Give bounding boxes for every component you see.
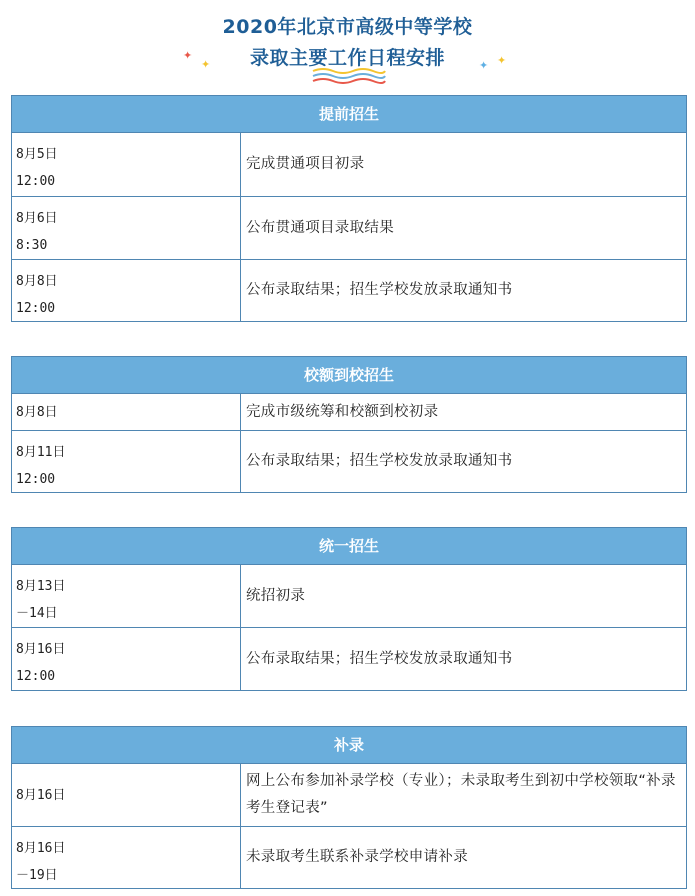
sparkle-icon: ✦ bbox=[201, 58, 211, 71]
section-supplementary-admission bbox=[11, 726, 687, 889]
page-title-line2: 录取主要工作日程安排 bbox=[249, 47, 445, 69]
page-title-line1: 2020年北京市高级中等学校 bbox=[222, 16, 473, 38]
event-cell: 公布录取结果；招生学校发放录取通知书 bbox=[246, 282, 513, 298]
section-title: 统一招生 bbox=[12, 528, 686, 565]
table-row bbox=[12, 133, 686, 196]
event-cell: 公布录取结果；招生学校发放录取通知书 bbox=[246, 453, 513, 469]
date-cell: 8月16日 －19日 bbox=[12, 827, 241, 888]
table-row bbox=[12, 196, 686, 259]
event-cell: 未录取考生联系补录学校申请补录 bbox=[246, 849, 468, 865]
table-row bbox=[12, 826, 686, 888]
date-cell: 8月8日 bbox=[12, 394, 241, 430]
event-cell: 完成市级统筹和校额到校初录 bbox=[246, 403, 439, 420]
date-cell: 8月11日 12:00 bbox=[12, 431, 241, 492]
section-unified-admission bbox=[11, 527, 687, 691]
event-cell: 完成贯通项目初录 bbox=[246, 156, 365, 172]
table-row bbox=[12, 627, 686, 690]
event-cell: 网上公布参加补录学校（专业）；未录取考生到初中学校领取“补录考生登记表” bbox=[246, 773, 676, 816]
table-row bbox=[12, 430, 686, 492]
section-title: 提前招生 bbox=[12, 96, 686, 133]
event-cell: 统招初录 bbox=[246, 587, 306, 604]
section-title: 校额到校招生 bbox=[12, 357, 686, 394]
event-cell: 公布贯通项目录取结果 bbox=[246, 219, 394, 236]
table-row bbox=[12, 394, 686, 430]
section-school-quota-admission bbox=[11, 356, 687, 493]
sparkle-icon: ✦ bbox=[183, 49, 193, 62]
date-cell: 8月8日 12:00 bbox=[12, 260, 241, 321]
table-row bbox=[12, 259, 686, 321]
date-cell: 8月13日 －14日 bbox=[12, 565, 241, 627]
date-cell: 8月5日 12:00 bbox=[12, 133, 241, 196]
table-row bbox=[12, 764, 686, 826]
event-cell: 公布录取结果；招生学校发放录取通知书 bbox=[246, 650, 513, 667]
date-cell: 8月6日 8:30 bbox=[12, 197, 241, 259]
section-early-admission bbox=[11, 95, 687, 322]
date-cell: 8月16日 bbox=[12, 764, 241, 826]
wave-decoration-icon bbox=[309, 66, 389, 84]
date-cell: 8月16日 12:00 bbox=[12, 628, 241, 690]
sparkle-icon: ✦ bbox=[497, 54, 507, 67]
section-title: 补录 bbox=[12, 727, 686, 764]
sparkle-icon: ✦ bbox=[479, 59, 489, 72]
table-row bbox=[12, 565, 686, 627]
